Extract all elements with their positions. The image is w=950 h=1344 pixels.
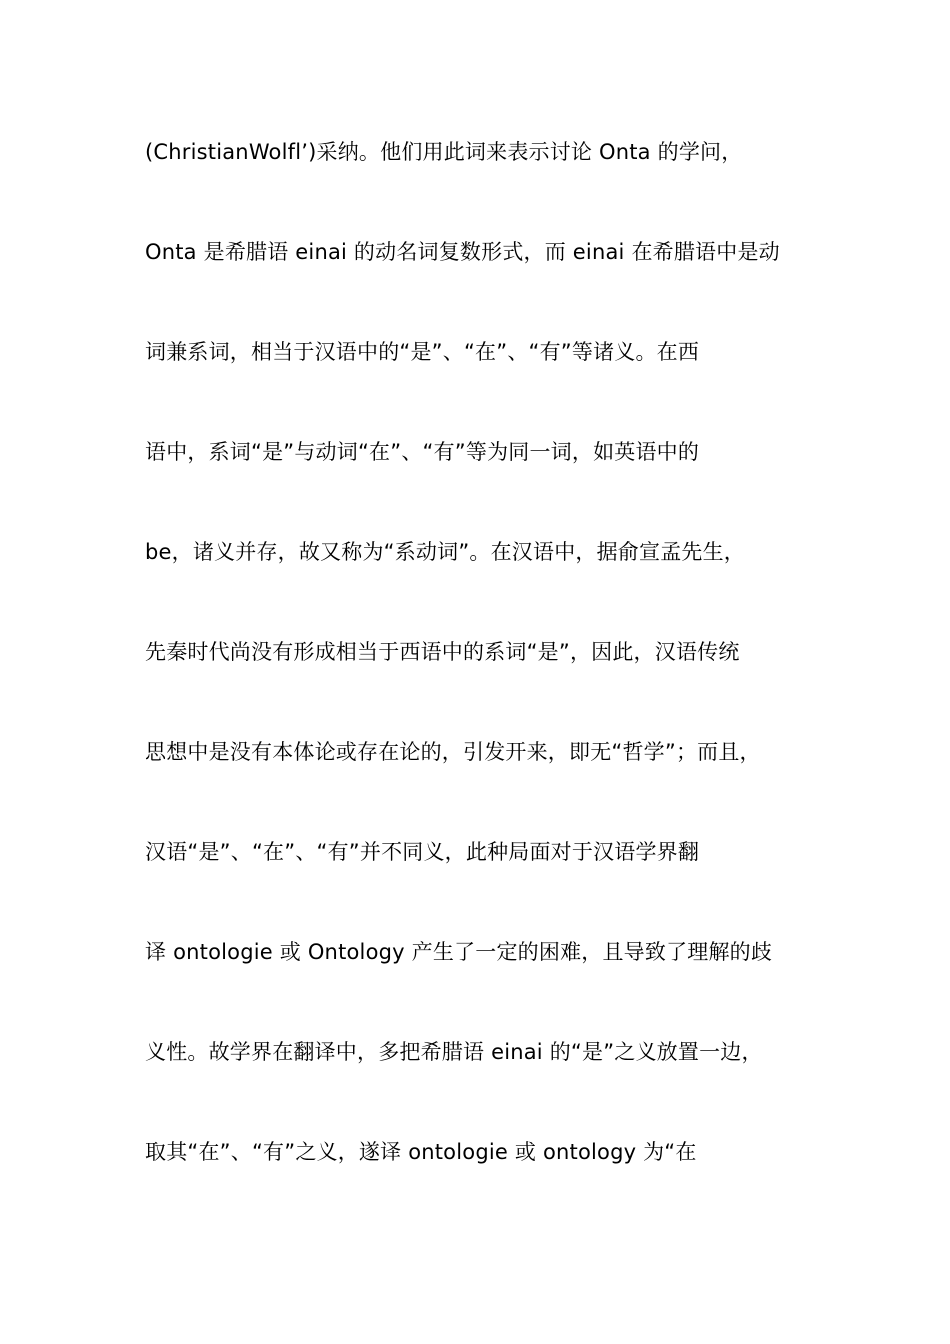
text-line-7: 思想中是没有本体论或存在论的，引发开来，即无“哲学”；而且， xyxy=(145,740,761,764)
text-line-3: 词兼系词，相当于汉语中的“是”、“在”、“有”等诸义。在西 xyxy=(145,340,700,364)
text-line-4: 语中，系词“是”与动词“在”、“有”等为同一词，如英语中的 xyxy=(145,440,700,464)
text-line-6: 先秦时代尚没有形成相当于西语中的系词“是”，因此，汉语传统 xyxy=(145,640,740,664)
text-line-10: 义性。故学界在翻译中，多把希腊语 einai 的“是”之义放置一边， xyxy=(145,1040,763,1064)
text-line-2: Onta 是希腊语 einai 的动名词复数形式，而 einai 在希腊语中是动 xyxy=(145,240,780,264)
text-line-1: (ChristianWolfl’)采纳。他们用此词来表示讨论 Onta 的学问， xyxy=(145,140,743,164)
text-line-8: 汉语“是”、“在”、“有”并不同义，此种局面对于汉语学界翻 xyxy=(145,840,700,864)
text-line-9: 译 ontologie 或 Ontology 产生了一定的困难，且导致了理解的歧 xyxy=(145,940,773,964)
text-line-11: 取其“在”、“有”之义，遂译 ontologie 或 ontology 为“在 xyxy=(145,1140,697,1164)
text-line-5: be，诸义并存，故又称为“系动词”。在汉语中，据俞宣孟先生， xyxy=(145,540,746,564)
